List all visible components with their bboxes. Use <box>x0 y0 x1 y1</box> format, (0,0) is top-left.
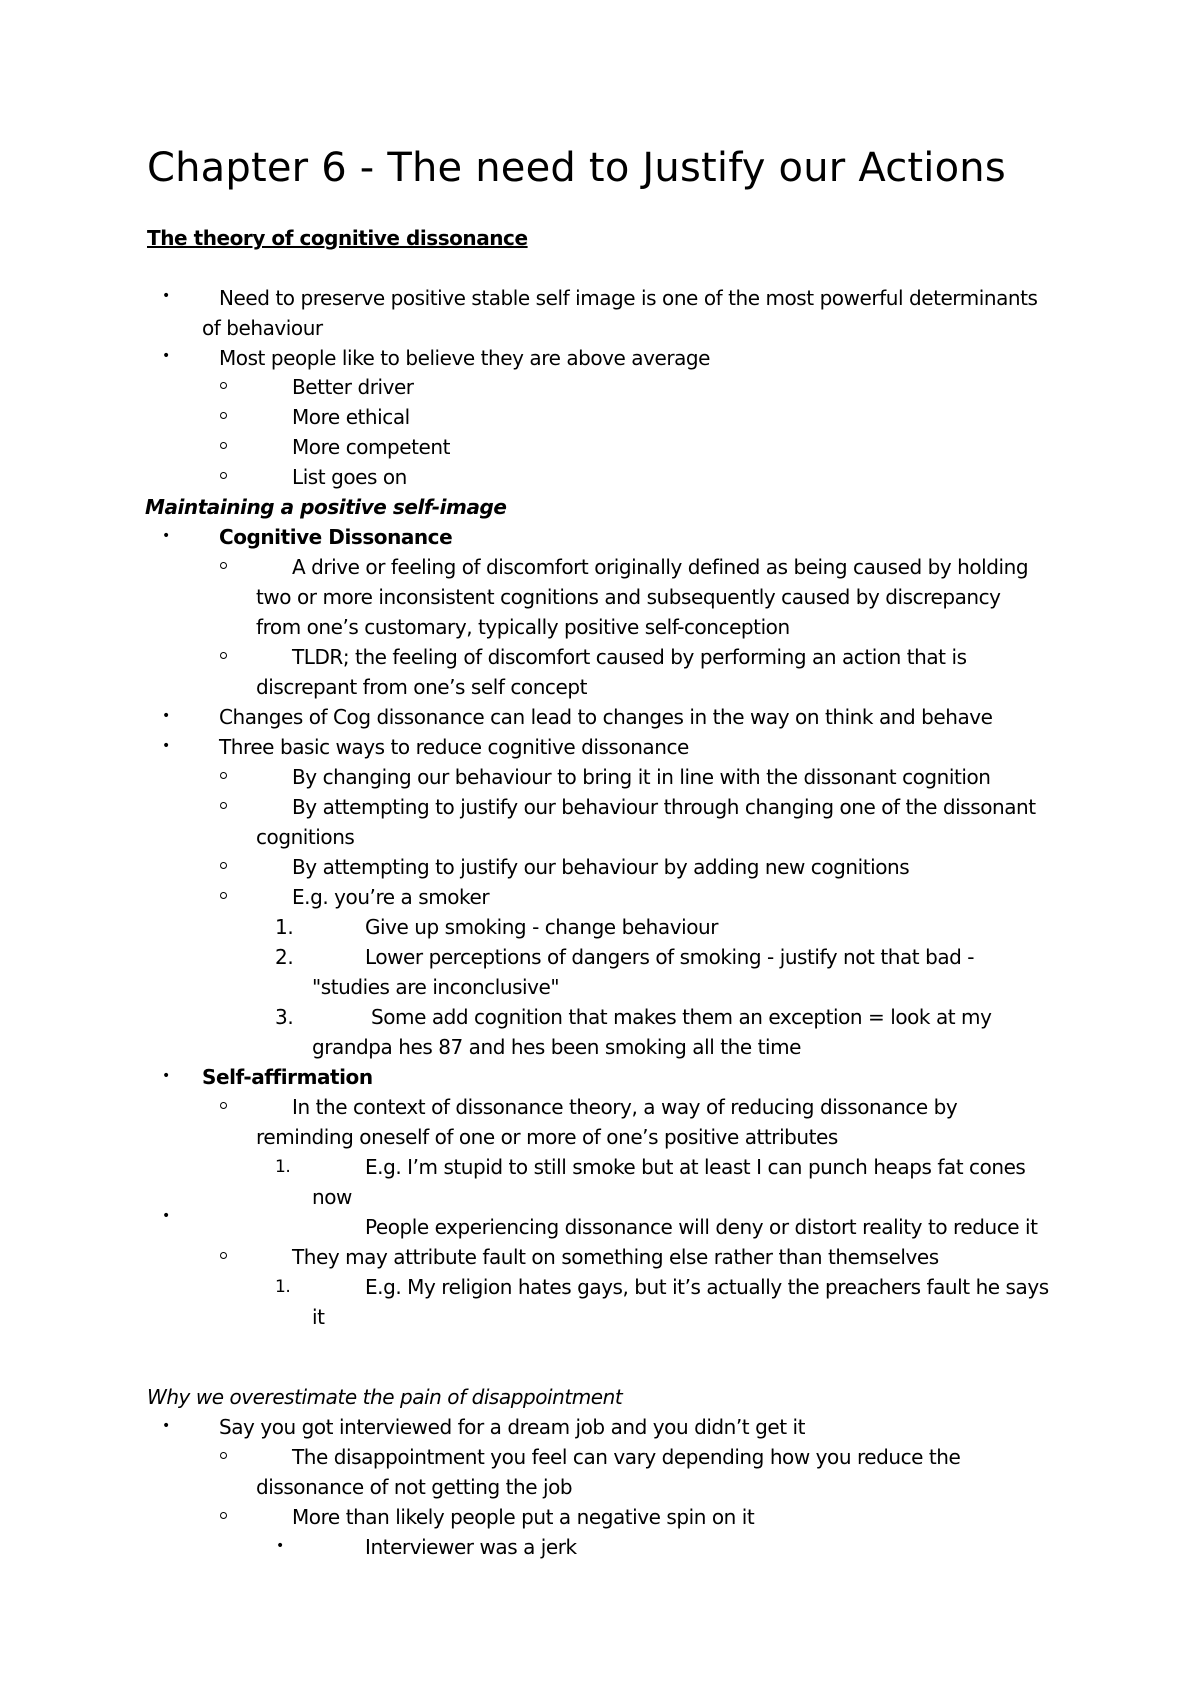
section-heading-maintaining: Maintaining a positive self-image <box>145 495 507 519</box>
list-number: 1. <box>275 1277 291 1297</box>
list-item: Lower perceptions of dangers of smoking - justify not that bad - <box>365 945 975 969</box>
list-item: Most people like to believe they are above average <box>219 346 711 370</box>
list-item: A drive or feeling of discomfort originally defined as being caused by holding <box>292 555 1029 579</box>
list-item: More ethical <box>292 405 410 429</box>
list-item: Three basic ways to reduce cognitive dissonance <box>219 735 689 759</box>
list-item: More competent <box>292 435 451 459</box>
list-item: two or more inconsistent cognitions and subsequently caused by discrepancy <box>256 585 1001 609</box>
bullet-icon: • <box>162 288 171 304</box>
list-item: E.g. My religion hates gays, but it’s actually the preachers fault he says <box>365 1275 1049 1299</box>
page-title: Chapter 6 - The need to Justify our Actions <box>147 145 1006 191</box>
list-item: reminding oneself of one or more of one’s positive attributes <box>256 1125 838 1149</box>
list-item: Cognitive Dissonance <box>219 525 453 549</box>
list-item: The disappointment you feel can vary depending how you reduce the <box>292 1445 961 1469</box>
circle-bullet-icon <box>220 1512 227 1519</box>
bullet-icon: • <box>162 1208 171 1224</box>
list-item: cognitions <box>256 825 355 849</box>
list-item: More than likely people put a negative spin on it <box>292 1505 755 1529</box>
circle-bullet-icon <box>220 472 227 479</box>
list-item: Give up smoking - change behaviour <box>365 915 718 939</box>
bullet-icon: • <box>162 738 171 754</box>
list-item: E.g. I’m stupid to still smoke but at least I can punch heaps fat cones <box>365 1155 1026 1179</box>
list-item: grandpa hes 87 and hes been smoking all the time <box>312 1035 801 1059</box>
list-item: E.g. you’re a smoker <box>292 885 490 909</box>
circle-bullet-icon <box>220 652 227 659</box>
circle-bullet-icon <box>220 382 227 389</box>
list-item: Some add cognition that makes them an exception = look at my <box>371 1005 992 1029</box>
list-number: 3. <box>275 1005 294 1029</box>
circle-bullet-icon <box>220 892 227 899</box>
list-item: TLDR; the feeling of discomfort caused by performing an action that is <box>292 645 967 669</box>
list-item: List goes on <box>292 465 407 489</box>
list-item: dissonance of not getting the job <box>256 1475 573 1499</box>
list-number: 1. <box>275 915 294 939</box>
list-item: now <box>312 1185 352 1209</box>
list-item: In the context of dissonance theory, a way of reducing dissonance by <box>292 1095 958 1119</box>
list-number: 2. <box>275 945 294 969</box>
list-item: They may attribute fault on something else rather than themselves <box>292 1245 939 1269</box>
circle-bullet-icon <box>220 802 227 809</box>
circle-bullet-icon <box>220 862 227 869</box>
circle-bullet-icon <box>220 562 227 569</box>
list-item: Need to preserve positive stable self image is one of the most powerful determinants <box>219 286 1038 310</box>
list-item: Self-affirmation <box>202 1065 373 1089</box>
bullet-icon: • <box>162 528 171 544</box>
list-item: Changes of Cog dissonance can lead to changes in the way on think and behave <box>219 705 993 729</box>
bullet-icon: • <box>162 1068 171 1084</box>
circle-bullet-icon <box>220 1452 227 1459</box>
circle-bullet-icon <box>220 1102 227 1109</box>
list-item: Better driver <box>292 375 414 399</box>
list-item: Say you got interviewed for a dream job and you didn’t get it <box>219 1415 806 1439</box>
bullet-icon: • <box>162 1418 171 1434</box>
circle-bullet-icon <box>220 1252 227 1259</box>
circle-bullet-icon <box>220 412 227 419</box>
list-item: from one’s customary, typically positive self-conception <box>256 615 790 639</box>
bullet-icon: • <box>162 348 171 364</box>
circle-bullet-icon <box>220 442 227 449</box>
list-number: 1. <box>275 1157 291 1177</box>
list-item: By attempting to justify our behaviour through changing one of the dissonant <box>292 795 1036 819</box>
list-item: "studies are inconclusive" <box>312 975 560 999</box>
bullet-icon: • <box>276 1538 285 1554</box>
circle-bullet-icon <box>220 772 227 779</box>
list-item: People experiencing dissonance will deny or distort reality to reduce it <box>365 1215 1038 1239</box>
list-item: of behaviour <box>202 316 323 340</box>
list-item: discrepant from one’s self concept <box>256 675 587 699</box>
list-item: Interviewer was a jerk <box>365 1535 577 1559</box>
bullet-icon: • <box>162 708 171 724</box>
section-heading-overestimate: Why we overestimate the pain of disappointment <box>147 1385 623 1409</box>
list-item: By changing our behaviour to bring it in line with the dissonant cognition <box>292 765 991 789</box>
section-heading-theory: The theory of cognitive dissonance <box>147 226 528 250</box>
list-item: it <box>312 1305 325 1329</box>
list-item: By attempting to justify our behaviour by adding new cognitions <box>292 855 910 879</box>
